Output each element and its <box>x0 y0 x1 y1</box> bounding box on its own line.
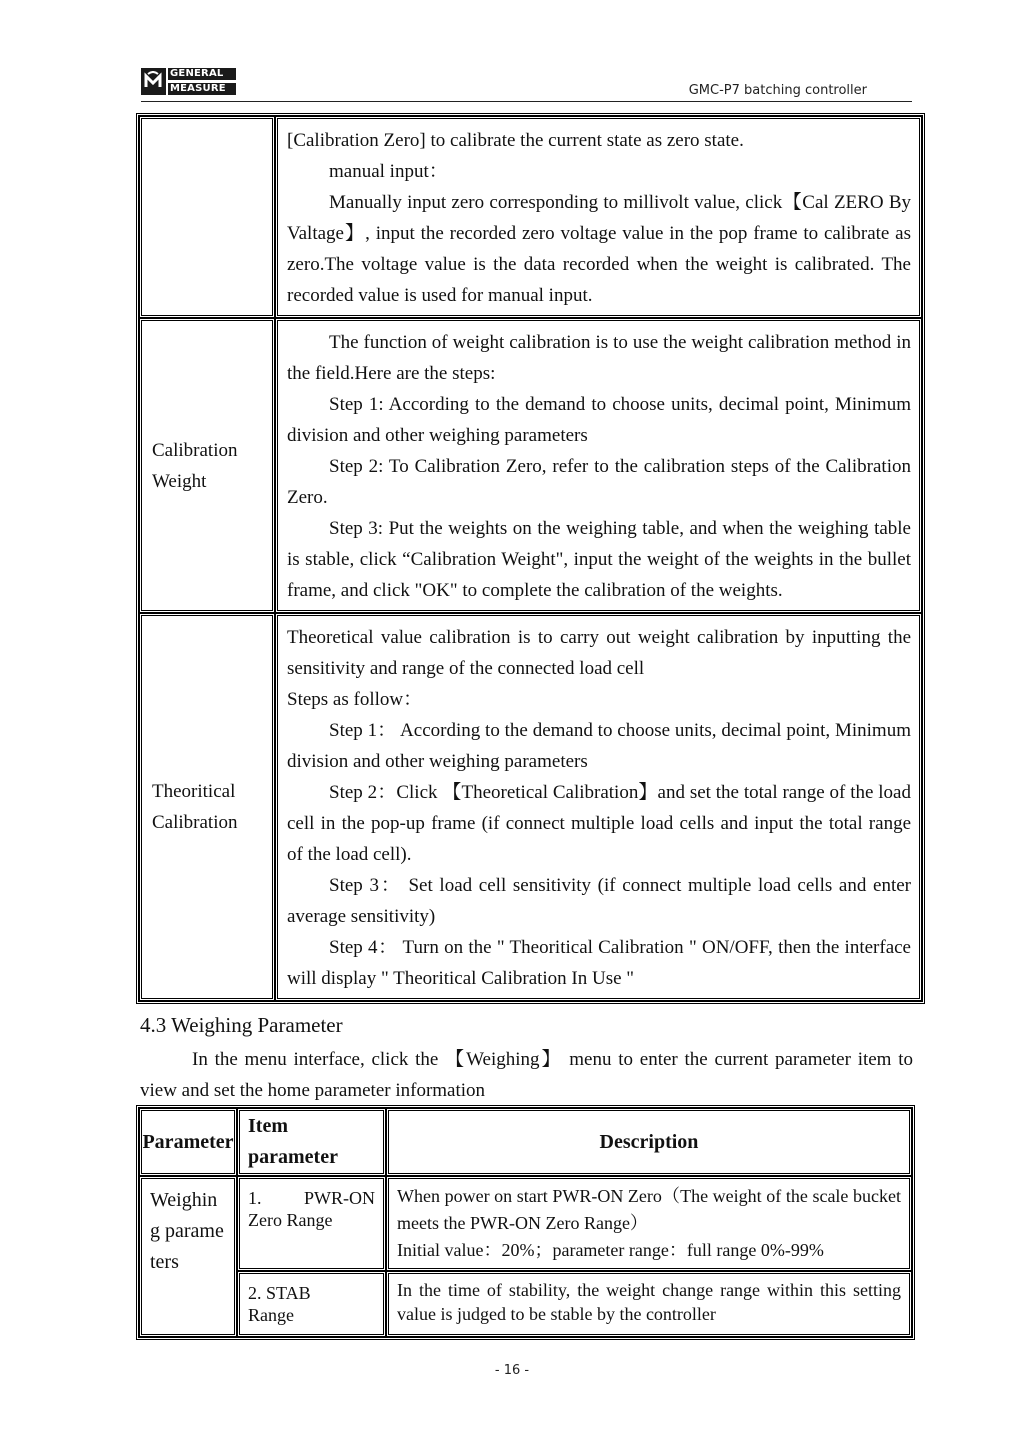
paragraph: Steps as follow： <box>287 689 423 710</box>
table-header-row <box>139 1108 912 1176</box>
logo-text-measure: MEASURE <box>168 83 236 95</box>
header-title: GMC-P7 batching controller <box>688 83 867 98</box>
paragraph: Step 1： According to the demand to choose units, decimal point, Minimum division and other weighing parameters <box>287 720 911 772</box>
row-label-empty <box>139 116 275 318</box>
paragraph: Manually input zero corresponding to millivolt value, click【Cal ZERO By Valtage】, input the recorded zero voltage value in the pop frame to calibrate as zero.The voltage value is the data recorded when the weight is calibrated. The recorded value is used for manual input. <box>287 192 911 306</box>
page-number: - 16 - <box>494 1363 530 1378</box>
header-parameter: Parameter <box>139 1108 237 1176</box>
paragraph: Step 2: To Calibration Zero, refer to the calibration steps of the Calibration Zero. <box>287 456 911 508</box>
table-row <box>139 1176 912 1271</box>
item-stab-range: 2. STAB Range <box>237 1271 386 1337</box>
section-heading: 4.3 Weighing Parameter <box>140 1013 343 1037</box>
paragraph: Theoretical value calibration is to carry out weight calibration by inputting the sensitivity and range of the connected load cell <box>287 627 911 679</box>
paragraph: Step 4： Turn on the " Theoritical Calibration " ON/OFF, then the interface will display " Theoritical Calibration In Use " <box>287 937 911 989</box>
company-logo <box>141 68 236 95</box>
row-description <box>275 318 922 613</box>
logo-text-general: GENERAL <box>168 68 236 80</box>
paragraph: Step 2：Click 【Theoretical Calibration】and set the total range of the load cell in the pop-up frame (if connect multiple load cells and input the total range of the load cell). <box>287 782 911 865</box>
paragraph: Step 3: Put the weights on the weighing table, and when the weighing table is stable, click “Calibration Weight", input the weight of the weights in the bullet frame, and click "OK" to complete the calibration of the weights. <box>287 518 911 601</box>
paragraph: Step 3： Set load cell sensitivity (if connect multiple load cells and enter average sensitivity) <box>287 875 911 927</box>
row-label: Theoritical Calibration <box>139 613 275 1001</box>
table-row-calibration-zero <box>139 116 922 318</box>
paragraph: Step 1: According to the demand to choose units, decimal point, Minimum division and other weighing parameters <box>287 394 911 446</box>
row-description <box>275 116 922 318</box>
table-row <box>139 1271 912 1337</box>
table-row-theoretical-calibration <box>139 613 922 1001</box>
row-description <box>275 613 922 1001</box>
description-stab-range: In the time of stability, the weight change range within this setting value is judged to be stable by the controller <box>386 1271 912 1337</box>
table-row-calibration-weight <box>139 318 922 613</box>
weighing-parameter-table <box>136 1105 915 1340</box>
header-divider <box>141 101 912 102</box>
group-label-weighing-parameters: Weighing parameters <box>139 1176 237 1337</box>
header-item-parameter: Item parameter <box>237 1108 386 1176</box>
paragraph: The function of weight calibration is to use the weight calibration method in the field.Here are the steps: <box>287 332 911 384</box>
paragraph: [Calibration Zero] to calibrate the current state as zero state. <box>287 130 744 151</box>
row-label: Calibration Weight <box>139 318 275 613</box>
logo-mark-icon <box>141 68 166 95</box>
section-intro: In the menu interface, click the 【Weighing】 menu to enter the current parameter item to view and set the home parameter information <box>140 1049 913 1101</box>
description-pwr-on-zero-range: When power on start PWR-ON Zero（The weight of the scale bucket meets the PWR-ON Zero Range） Initial value：20%；parameter range：full range 0%-99% <box>386 1176 912 1271</box>
item-pwr-on-zero-range: 1. PWR-ON Zero Range <box>237 1176 386 1271</box>
paragraph: manual input： <box>329 161 448 182</box>
header-description: Description <box>386 1108 912 1176</box>
calibration-table <box>136 113 925 1004</box>
